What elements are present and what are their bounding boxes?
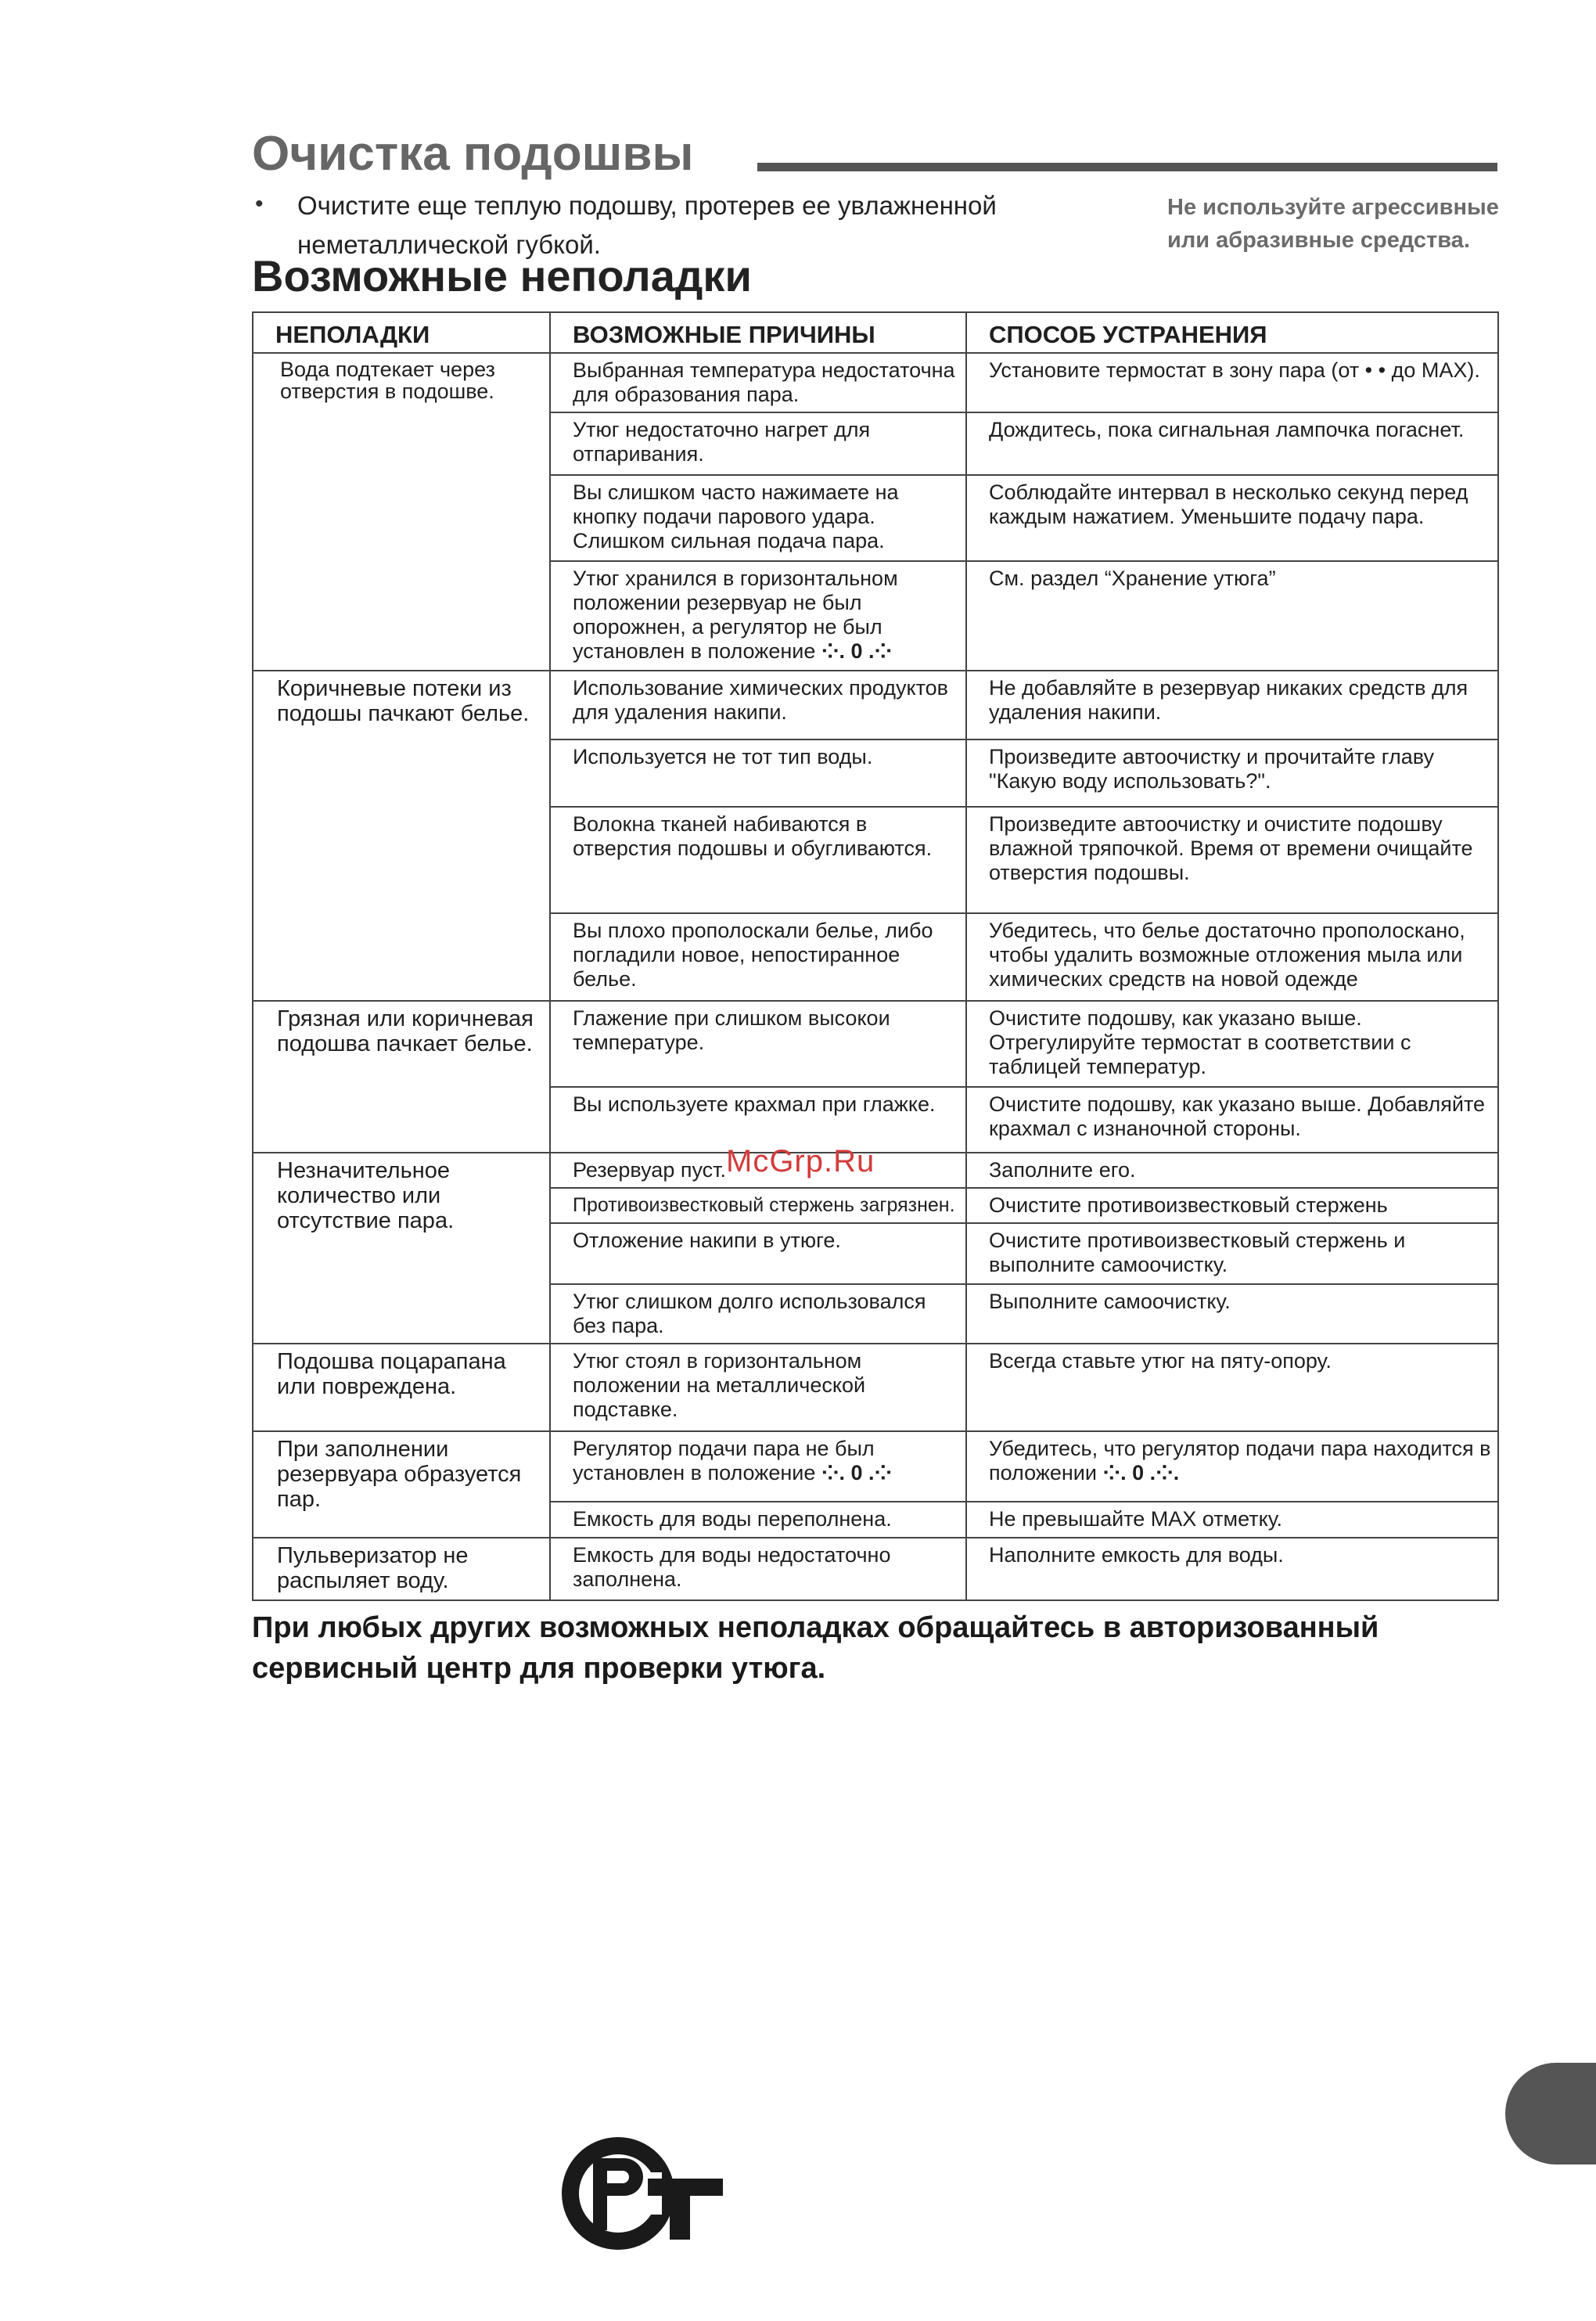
solution-cell: Выполните самоочистку. bbox=[966, 1284, 1498, 1344]
cause-cell: Утюг слишком долго использовался без пара. bbox=[550, 1284, 966, 1344]
cause-cell: Глажение при слишком высокои температуре. bbox=[550, 1001, 966, 1087]
title-rule bbox=[757, 163, 1497, 171]
solution-cell: Заполните его. bbox=[966, 1153, 1498, 1188]
cause-cell bbox=[550, 1431, 966, 1502]
solution-text: Убедитесь, что регулятор подачи пара находится в положении bbox=[989, 1437, 1491, 1484]
page-tab-marker bbox=[1505, 2063, 1596, 2164]
problem-cell: При заполнении резервуара образуется пар. bbox=[253, 1431, 550, 1538]
solution-cell: Произведите автоочистку и очистите подошву влажной тряпочкой. Время от времени очищайте отверстия подошвы. bbox=[966, 807, 1498, 913]
solution-cell: Очистите противоизвестковый стержень и выполните самоочистку. bbox=[966, 1223, 1498, 1284]
cause-cell: Емкость для воды переполнена. bbox=[550, 1502, 966, 1538]
steam-off-symbol: ⁘. 0 .⁘. bbox=[1102, 1461, 1180, 1484]
problem-cell: Вода подтекает через отверстия в подошве. bbox=[253, 353, 550, 671]
solution-cell: Соблюдайте интервал в несколько секунд перед каждым нажатием. Уменьшите подачу пара. bbox=[966, 475, 1498, 561]
solution-cell: Очистите противоизвестковый стержень bbox=[966, 1188, 1498, 1223]
bullet-icon: • bbox=[255, 191, 264, 217]
certification-logo-icon bbox=[555, 2127, 728, 2260]
section-title-troubleshooting: Возможные неполадки bbox=[252, 251, 752, 300]
solution-cell bbox=[966, 1431, 1498, 1502]
service-center-note: При любых других возможных неполадках обращайтесь в авторизованный сервисный центр для проверки утюга. bbox=[252, 1611, 1379, 1685]
section-title-cleaning: Очистка подошвы bbox=[252, 127, 694, 181]
solution-cell: См. раздел “Хранение утюга” bbox=[966, 561, 1498, 671]
problem-cell: Коричневые потеки из подошы пачкают белье. bbox=[253, 671, 550, 1001]
solution-cell: Произведите автоочистку и прочитайте главу "Какую воду использовать?". bbox=[966, 739, 1498, 807]
cause-cell: Утюг стоял в горизонтальном положении на металлической подставке. bbox=[550, 1344, 966, 1431]
solution-cell: Не добавляйте в резервуар никаких средств для удаления накипи. bbox=[966, 671, 1498, 739]
problem-cell: Пульверизатор не распыляет воду. bbox=[253, 1538, 550, 1600]
solution-cell: Убедитесь, что белье достаточно прополоскано, чтобы удалить возможные отложения мыла или химических средств на новой одежде bbox=[966, 913, 1498, 1001]
table-header-row bbox=[253, 312, 1498, 353]
table-row bbox=[253, 353, 1498, 412]
steam-off-symbol: ⁘. 0 .⁘ bbox=[821, 639, 893, 663]
table-row bbox=[253, 671, 1498, 739]
cause-cell: Выбранная температура недостаточна для образования пара. bbox=[550, 353, 966, 412]
cause-cell: Резервуар пуст. bbox=[550, 1153, 966, 1188]
solution-cell: Дождитесь, пока сигнальная лампочка погаснет. bbox=[966, 412, 1498, 475]
solution-cell: Установите термостат в зону пара (от • • до MAX). bbox=[966, 353, 1498, 412]
watermark: McGrp.Ru bbox=[726, 1144, 875, 1178]
problem-cell: Незначительное количество или отсутствие пара. bbox=[253, 1153, 550, 1344]
cleaning-instruction: Очистите еще теплую подошву, протерев ее увлажненной неметаллической губкой. bbox=[297, 191, 997, 259]
solution-cell: Всегда ставьте утюг на пяту-опору. bbox=[966, 1344, 1498, 1431]
solution-cell: Не превышайте MAX отметку. bbox=[966, 1502, 1498, 1538]
table-row bbox=[253, 1153, 1498, 1188]
cause-cell: Противоизвестковый стержень загрязнен. bbox=[550, 1188, 966, 1223]
warning-note: Не используйте агрессивные или абразивные средства. bbox=[1167, 195, 1499, 253]
table-row bbox=[253, 1344, 1498, 1431]
cause-cell: Вы плохо прополоскали белье, либо погладили новое, непостиранное белье. bbox=[550, 913, 966, 1001]
solution-cell: Очистите подошву, как указано выше. Добавляйте крахмал с изнаночной стороны. bbox=[966, 1087, 1498, 1153]
cause-text: Утюг хранился в горизонтальном положении резервуар не был опорожнен, а регулятор не был установлен в положение bbox=[573, 567, 898, 663]
solution-cell: Очистите подошву, как указано выше. Отрегулируйте термостат в соответствии с таблицей температур. bbox=[966, 1001, 1498, 1087]
cause-cell: Вы используете крахмал при глажке. bbox=[550, 1087, 966, 1153]
cause-text: Регулятор подачи пара не был установлен в положение bbox=[573, 1437, 875, 1484]
cause-cell: Отложение накипи в утюге. bbox=[550, 1223, 966, 1284]
problem-cell: Подошва поцарапана или повреждена. bbox=[253, 1344, 550, 1431]
problem-cell: Грязная или коричневая подошва пачкает белье. bbox=[253, 1001, 550, 1153]
cause-cell: Емкость для воды недостаточно заполнена. bbox=[550, 1538, 966, 1600]
solution-cell: Наполните емкость для воды. bbox=[966, 1538, 1498, 1600]
header-problem: НЕПОЛАДКИ bbox=[253, 312, 550, 353]
steam-off-symbol: ⁘. 0 .⁘ bbox=[821, 1461, 893, 1484]
header-cause: ВОЗМОЖНЫЕ ПРИЧИНЫ bbox=[550, 312, 966, 353]
cause-cell: Утюг недостаточно нагрет для отпаривания. bbox=[550, 412, 966, 475]
cause-cell: Используется не тот тип воды. bbox=[550, 739, 966, 807]
header-solution: СПОСОБ УСТРАНЕНИЯ bbox=[966, 312, 1498, 353]
cause-cell: Вы слишком часто нажимаете на кнопку подачи парового удара. Слишком сильная подача пара. bbox=[550, 475, 966, 561]
cause-cell bbox=[550, 561, 966, 671]
table-row bbox=[253, 1538, 1498, 1600]
table-row bbox=[253, 1431, 1498, 1502]
table-row bbox=[253, 1001, 1498, 1087]
cause-cell: Использование химических продуктов для удаления накипи. bbox=[550, 671, 966, 739]
cause-cell: Волокна тканей набиваются в отверстия подошвы и обугливаются. bbox=[550, 807, 966, 913]
troubleshooting-table-container bbox=[252, 311, 1497, 1601]
troubleshooting-table bbox=[252, 311, 1499, 1601]
